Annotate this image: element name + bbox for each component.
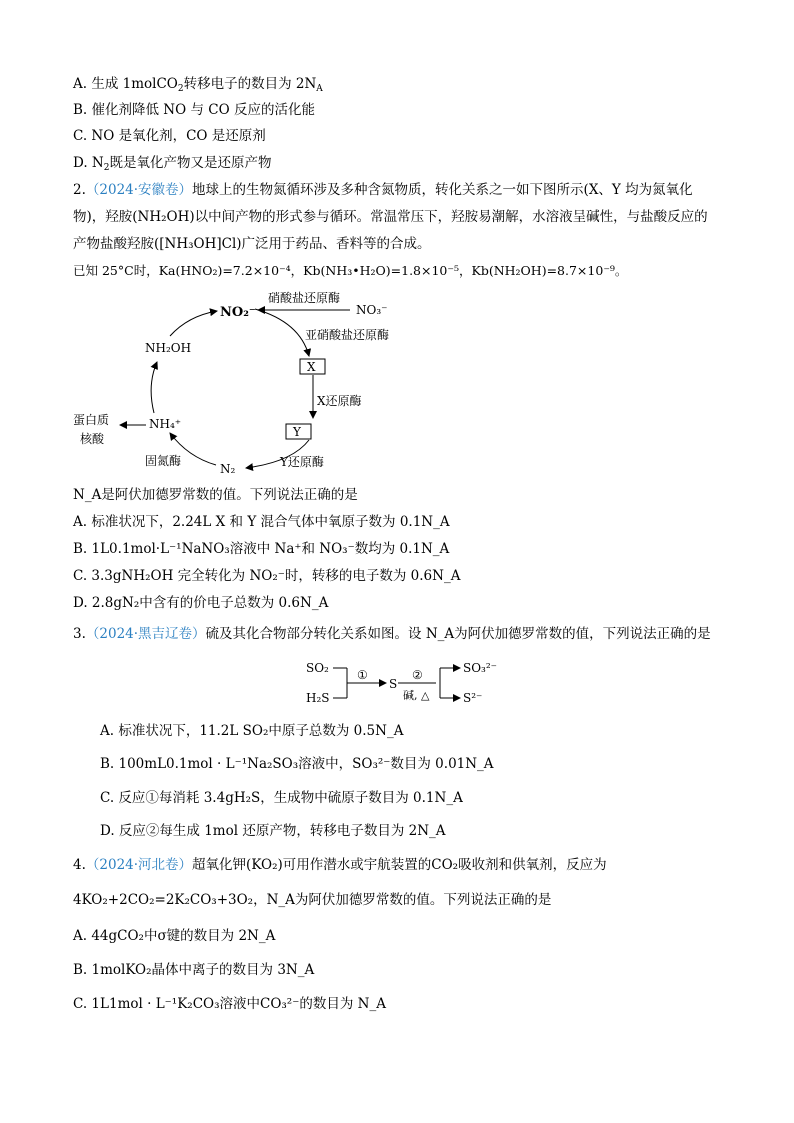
q2-option-a: A. 标准状况下，2.24L X 和 Y 混合气体中氧原子数为 0.1N_A	[73, 514, 450, 530]
label-enzyme-y: Y还原酶	[280, 455, 324, 469]
label-h2s: H₂S	[306, 691, 330, 705]
label-step2: ②	[412, 668, 423, 682]
q4-option-b: B. 1molKO₂晶体中离子的数目为 3N_A	[73, 962, 315, 978]
q2-prompt: N_A是阿伏加德罗常数的值。下列说法正确的是	[73, 487, 358, 503]
arc-nh2oh-to-no2	[170, 311, 217, 336]
q2-known-constants: 已知 25°C时，Ka(HNO₂)=7.2×10⁻⁴，Kb(NH₃•H₂O)=1.8×10⁻⁵，Kb(NH₂OH)=8.7×10⁻⁹。	[73, 263, 628, 278]
label-step1: ①	[357, 668, 368, 682]
q1-option-a: A. 生成 1molCO$_2$转移电子的数目为 $2N_A$	[73, 76, 323, 94]
label-enzyme-nitrite: 亚硝酸盐还原酶	[305, 328, 390, 342]
q3-option-a: A. 标准状况下，11.2L SO₂中原子总数为 0.5N_A	[100, 723, 404, 739]
label-y: Y	[293, 425, 301, 439]
label-x: X	[307, 360, 316, 374]
q1-option-b: B. 催化剂降低 NO 与 CO 反应的活化能	[73, 102, 315, 118]
label-enzyme-nitrate: 硝酸盐还原酶	[268, 291, 341, 305]
q2-option-b: B. 1L0.1mol·L⁻¹NaNO₃溶液中 Na⁺和 NO₃⁻数均为 0.1N_A	[73, 541, 450, 557]
label-nh4: NH₄⁺	[149, 417, 182, 431]
label-protein: 蛋白质	[73, 413, 110, 427]
q1-option-d: D. $N_2$既是氧化产物又是还原产物	[73, 155, 272, 173]
q4-stem-line2: 4KO₂+2CO₂=2K₂CO₃+3O₂，N_A为阿伏加德罗常数的值。下列说法正确的是	[73, 892, 552, 908]
q1-option-c: C. NO 是氧化剂，CO 是还原剂	[73, 128, 266, 144]
q3-option-c: C. 反应①每消耗 3.4gH₂S，生成物中硫原子数目为 0.1N_A	[100, 790, 463, 806]
q3-source: （2024·黑吉辽卷）	[85, 626, 206, 642]
arc-nh4-to-nh2oh	[151, 362, 157, 413]
label-n2: N₂	[220, 462, 236, 476]
q2-stem-line2: 物)，羟胺(NH₂OH)以中间产物的形式参与循环。常温常压下，羟胺易潮解，水溶液呈碱性，与盐酸反应的	[73, 209, 708, 225]
label-so2: SO₂	[306, 661, 329, 675]
label-so3: SO₃²⁻	[463, 661, 498, 675]
q4-option-a: A. 44gCO₂中σ键的数目为 2N_A	[73, 928, 276, 944]
label-enzyme-x: X还原酶	[317, 394, 362, 408]
q2-stem-line1: 2.（2024·安徽卷）地球上的生物氮循环涉及多种含氮物质，转化关系之一如下图所示(X、Y 均为氮氧化	[73, 182, 693, 198]
arc-no2-to-x	[255, 309, 309, 356]
label-no3: NO₃⁻	[356, 303, 388, 317]
q2-option-c: C. 3.3gNH₂OH 完全转化为 NO₂⁻时，转移的电子数为 0.6N_A	[73, 568, 461, 584]
label-nucleic: 核酸	[80, 432, 105, 446]
q4-option-c: C. 1L1mol · L⁻¹K₂CO₃溶液中CO₃²⁻的数目为 N_A	[73, 996, 386, 1012]
q3-stem: 3.（2024·黑吉辽卷）硫及其化合物部分转化关系如图。设 N_A为阿伏加德罗常数的值，下列说法正确的是	[73, 626, 711, 642]
label-nh2oh: NH₂OH	[145, 341, 192, 355]
q3-option-d: D. 反应②每生成 1mol 还原产物，转移电子数目为 2N_A	[100, 823, 446, 839]
label-condition: 碱, △	[403, 689, 430, 702]
label-enzyme-fix: 固氮酶	[145, 454, 182, 468]
q4-source: （2024·河北卷）	[85, 857, 193, 873]
q2-option-d: D. 2.8gN₂中含有的价电子总数为 0.6N_A	[73, 595, 329, 611]
label-s: S	[389, 677, 398, 691]
q2-source: （2024·安徽卷）	[85, 182, 193, 198]
label-s2-ion: S²⁻	[463, 691, 483, 705]
q2-stem-line3: 产物盐酸羟胺([NH₃OH]Cl)广泛用于药品、香料等的合成。	[73, 236, 431, 252]
q4-stem-line1: 4.（2024·河北卷）超氧化钾(KO₂)可用作潜水或宇航装置的CO₂吸收剂和供氧剂，反应为	[73, 857, 607, 873]
q3-option-b: B. 100mL0.1mol · L⁻¹Na₂SO₃溶液中，SO₃²⁻数目为 0.01N_A	[100, 756, 494, 772]
label-no2: NO₂⁻	[220, 305, 256, 320]
